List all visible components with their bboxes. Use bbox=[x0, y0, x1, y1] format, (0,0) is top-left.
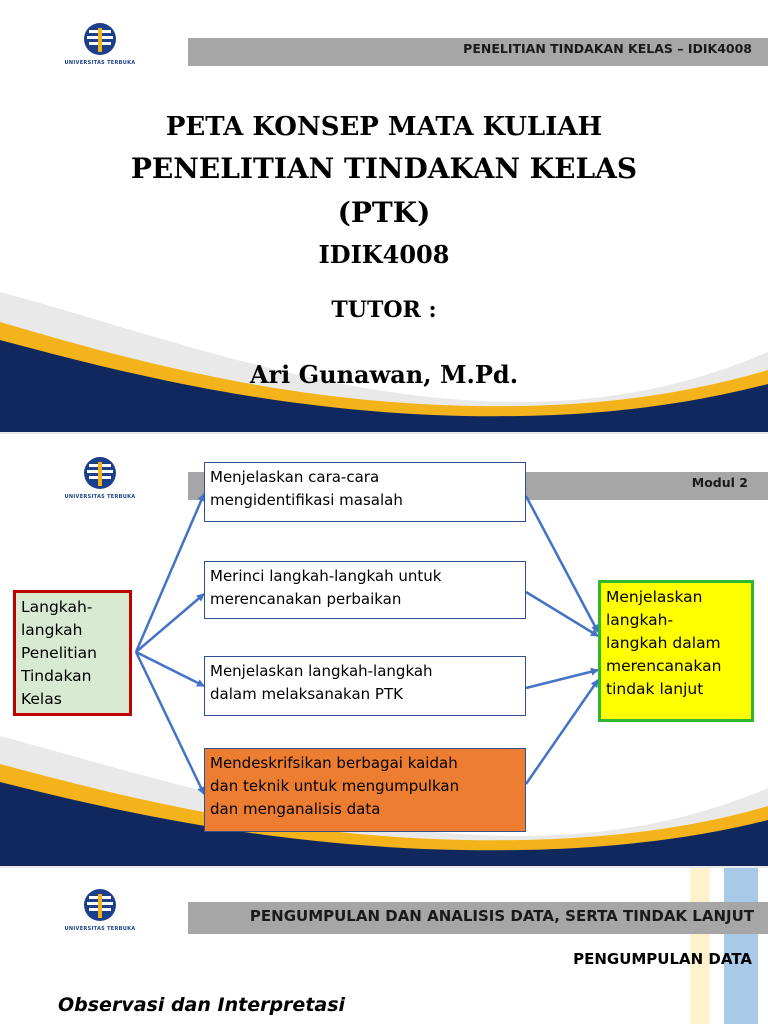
concept-box-line: Menjelaskan langkah-langkah bbox=[210, 662, 433, 680]
arrow-to-box-4 bbox=[136, 652, 204, 794]
arrow-to-box-3 bbox=[136, 652, 204, 686]
header-bar bbox=[188, 38, 768, 66]
source-box bbox=[13, 590, 132, 716]
target-box-line: tindak lanjut bbox=[606, 680, 704, 698]
title-line-3: (PTK) bbox=[337, 196, 431, 229]
concept-box-line: mengidentifikasi masalah bbox=[210, 491, 403, 509]
arrow-from-box-4 bbox=[526, 680, 598, 784]
header-text: PENGUMPULAN DAN ANALISIS DATA, SERTA TINDAK LANJUT bbox=[249, 907, 754, 925]
decorative-stripe bbox=[724, 868, 758, 1024]
target-box-line: langkah- bbox=[606, 611, 674, 629]
university-logo bbox=[58, 886, 142, 938]
source-box-line: Tindakan bbox=[21, 667, 92, 685]
course-code: IDIK4008 bbox=[318, 240, 450, 269]
slide-concept-map bbox=[0, 434, 768, 866]
concept-box-1 bbox=[204, 462, 526, 522]
concept-box-2 bbox=[204, 561, 526, 619]
subheader: PENGUMPULAN DATA bbox=[573, 950, 752, 968]
concept-box-4 bbox=[204, 748, 526, 832]
concept-box-3 bbox=[204, 656, 526, 716]
concept-box-line: dan teknik untuk mengumpulkan bbox=[210, 777, 460, 795]
source-box-line: Langkah- bbox=[21, 598, 93, 616]
concept-box-line: Mendeskrifsikan berbagai kaidah bbox=[210, 754, 458, 772]
university-logo-icon bbox=[58, 886, 142, 926]
university-logo-icon bbox=[58, 20, 142, 60]
target-box-line: langkah dalam bbox=[606, 634, 721, 652]
concept-box-line: dalam melaksanakan PTK bbox=[210, 685, 403, 703]
arrow-to-box-2 bbox=[136, 594, 204, 652]
concept-box-line: merencanakan perbaikan bbox=[210, 590, 402, 608]
logo-text: UNIVERSITAS TERBUKA bbox=[64, 494, 136, 500]
logo-text: UNIVERSITAS TERBUKA bbox=[64, 926, 136, 932]
concept-box-line: Menjelaskan cara-cara bbox=[210, 468, 380, 486]
arrow-to-box-1 bbox=[136, 494, 204, 652]
source-box-line: Kelas bbox=[21, 690, 62, 708]
target-box-line: Menjelaskan bbox=[606, 588, 703, 606]
concept-box-line: dan menganalisis data bbox=[210, 800, 381, 818]
header-bar bbox=[188, 902, 768, 934]
source-box-line: Penelitian bbox=[21, 644, 98, 662]
logo-text: UNIVERSITAS TERBUKA bbox=[64, 60, 136, 66]
header-text: PENELITIAN TINDAKAN KELAS – IDIK4008 bbox=[463, 41, 752, 56]
arrow-from-box-1 bbox=[526, 496, 598, 632]
source-box-line: langkah bbox=[21, 621, 83, 639]
title-line-1: PETA KONSEP MATA KULIAH bbox=[165, 112, 603, 142]
target-box-line: merencanakan bbox=[606, 657, 722, 675]
tutor-label: TUTOR : bbox=[331, 297, 437, 323]
section-title: Observasi dan Interpretasi bbox=[58, 994, 346, 1016]
title-line-2: PENELITIAN TINDAKAN KELAS bbox=[130, 152, 638, 185]
slide-data-collection bbox=[0, 868, 768, 1024]
university-logo bbox=[58, 20, 142, 72]
target-box bbox=[598, 580, 754, 722]
module-label: Modul 2 bbox=[691, 475, 748, 490]
slide-title bbox=[0, 0, 768, 432]
arrow-from-box-3 bbox=[526, 670, 598, 688]
concept-box-line: Merinci langkah-langkah untuk bbox=[210, 567, 442, 585]
tutor-name: Ari Gunawan, M.Pd. bbox=[249, 360, 519, 389]
decorative-stripe bbox=[690, 868, 710, 1024]
